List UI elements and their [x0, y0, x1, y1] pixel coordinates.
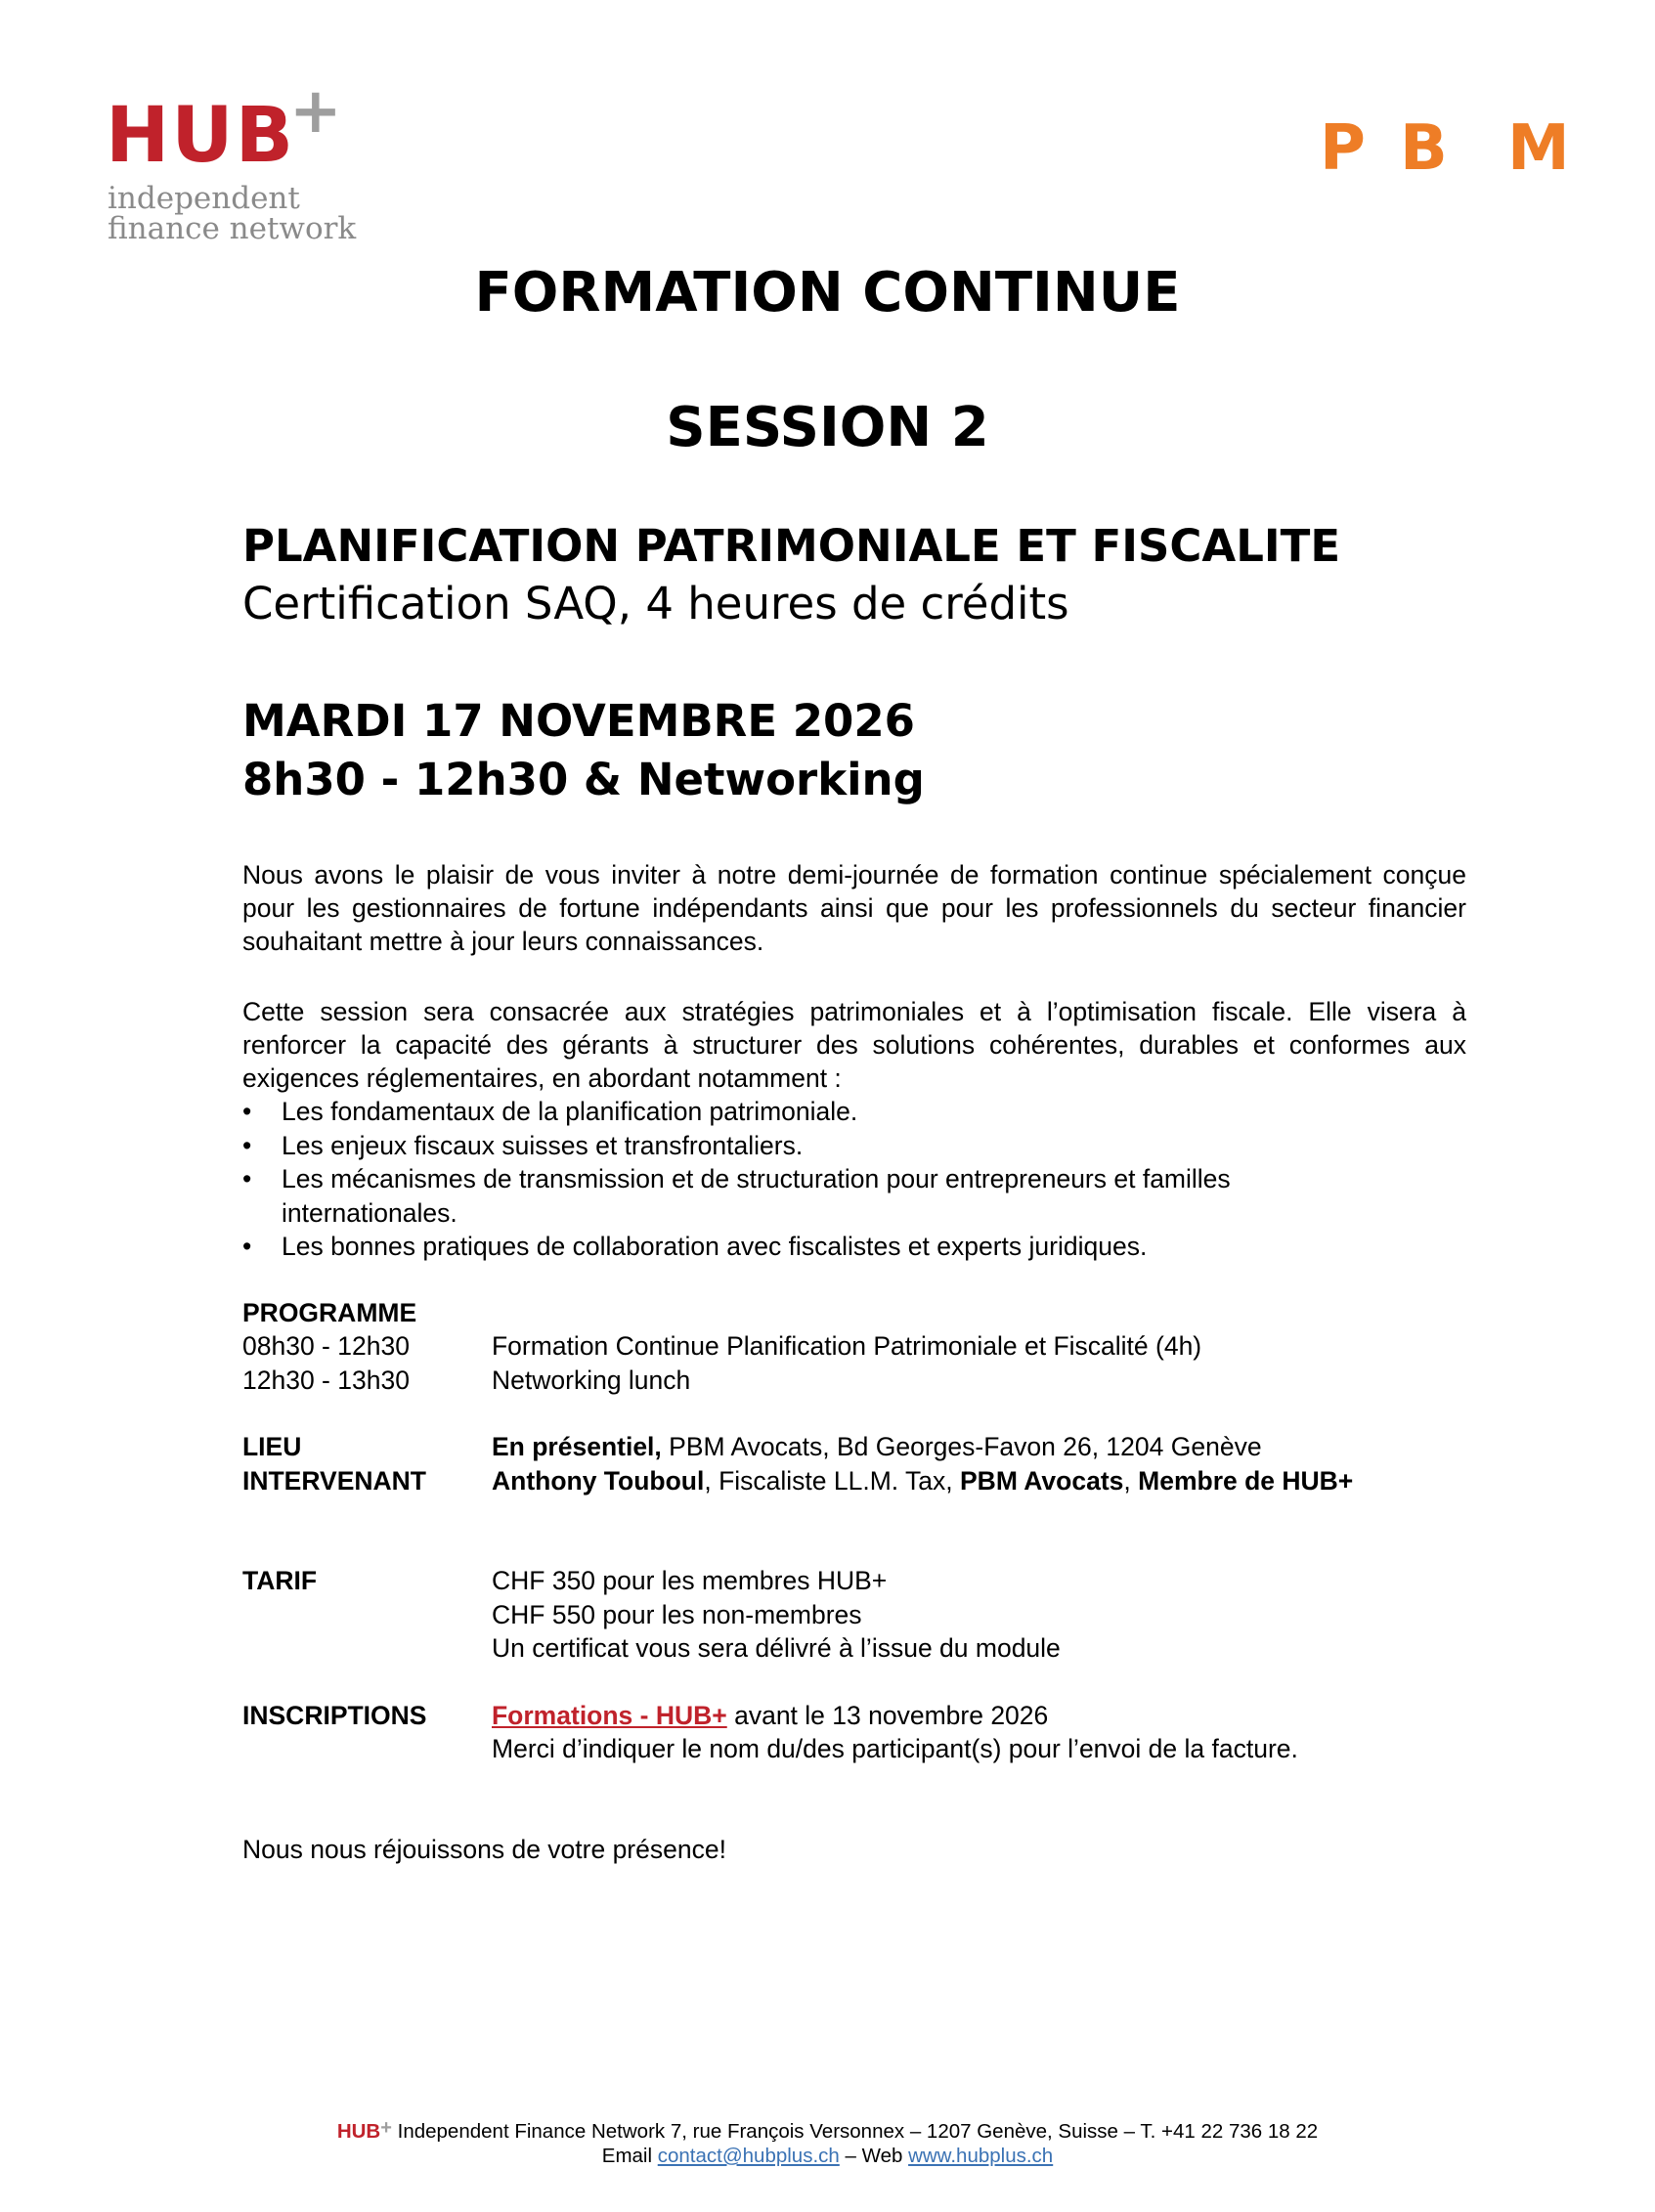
closing-text: Nous nous réjouissons de votre présence! — [242, 1835, 726, 1864]
hub-logo-plus: + — [289, 75, 342, 148]
programme-desc-2: Networking lunch — [492, 1366, 691, 1395]
event-date: MARDI 17 NOVEMBRE 2026 — [242, 695, 915, 747]
hub-logo-tagline: independent finance network — [108, 181, 357, 246]
page-title: FORMATION CONTINUE — [474, 261, 1181, 325]
footer-address: HUB+ Independent Finance Network 7, rue François Versonnex – 1207 Genève, Suisse – T. +41 22 736 18 22 — [336, 2117, 1319, 2143]
intervenant-label: INTERVENANT — [242, 1466, 426, 1496]
list-item: • Les mécanismes de transmission et de structuration pour entrepreneurs et familles internationales. — [242, 1162, 1337, 1230]
list-item: • Les enjeux fiscaux suisses et transfrontaliers. — [242, 1129, 1337, 1163]
tarif-line-2: CHF 550 pour les non-membres — [492, 1600, 862, 1629]
tarif-label: TARIF — [242, 1566, 318, 1595]
certification-line: Certification SAQ, 4 heures de crédits — [242, 578, 1069, 629]
formations-link[interactable]: Formations - HUB+ — [492, 1701, 727, 1730]
topics-list — [242, 1095, 1337, 1264]
email-link[interactable]: contact@hubplus.ch — [657, 2145, 840, 2167]
programme-time-1: 08h30 - 12h30 — [242, 1331, 410, 1361]
list-item: • Les fondamentaux de la planification patrimoniale. — [242, 1095, 1337, 1129]
pbm-logo: P B M — [1320, 112, 1570, 185]
lieu-label: LIEU — [242, 1432, 302, 1461]
lieu-value: En présentiel, PBM Avocats, Bd Georges-Favon 26, 1204 Genève — [492, 1432, 1262, 1461]
intervenant-value: Anthony Touboul, Fiscaliste LL.M. Tax, PBM Avocats, Membre de HUB+ — [492, 1466, 1354, 1496]
inscriptions-note: Merci d’indiquer le nom du/des participant(s) pour l’envoi de la facture. — [492, 1734, 1298, 1763]
subject-heading: PLANIFICATION PATRIMONIALE ET FISCALITE — [242, 520, 1341, 572]
list-item: • Les bonnes pratiques de collaboration avec fiscalistes et experts juridiques. — [242, 1230, 1337, 1264]
session-description: Cette session sera consacrée aux stratégies patrimoniales et à l’optimisation fiscale. Elle visera à renforcer la capacité des gérants à structurer des solutions cohérentes, durables et conformes aux exigences réglementaires, en abordant notamment : — [242, 997, 1466, 1093]
hub-logo-word: HUB — [106, 92, 296, 180]
inscriptions-label: INSCRIPTIONS — [242, 1701, 427, 1730]
programme-label: PROGRAMME — [242, 1298, 417, 1327]
intro-paragraph: Nous avons le plaisir de vous inviter à notre demi-journée de formation continue spécialement conçue pour les gestionnaires de fortune indépendants ainsi que pour les professionnels du secteur financier souhaitant mettre à jour leurs connaissances. — [242, 860, 1466, 956]
programme-time-2: 12h30 - 13h30 — [242, 1366, 410, 1395]
tarif-line-3: Un certificat vous sera délivré à l’issue du module — [492, 1633, 1061, 1663]
footer-contact: Email contact@hubplus.ch – Web www.hubplus.ch — [601, 2145, 1054, 2167]
session-title: SESSION 2 — [666, 396, 989, 459]
tarif-line-1: CHF 350 pour les membres HUB+ — [492, 1566, 888, 1595]
programme-desc-1: Formation Continue Planification Patrimoniale et Fiscalité (4h) — [492, 1331, 1202, 1361]
event-time: 8h30 - 12h30 & Networking — [242, 754, 925, 805]
inscriptions-value: Formations - HUB+ avant le 13 novembre 2026 — [492, 1701, 1049, 1730]
web-link[interactable]: www.hubplus.ch — [908, 2145, 1054, 2167]
